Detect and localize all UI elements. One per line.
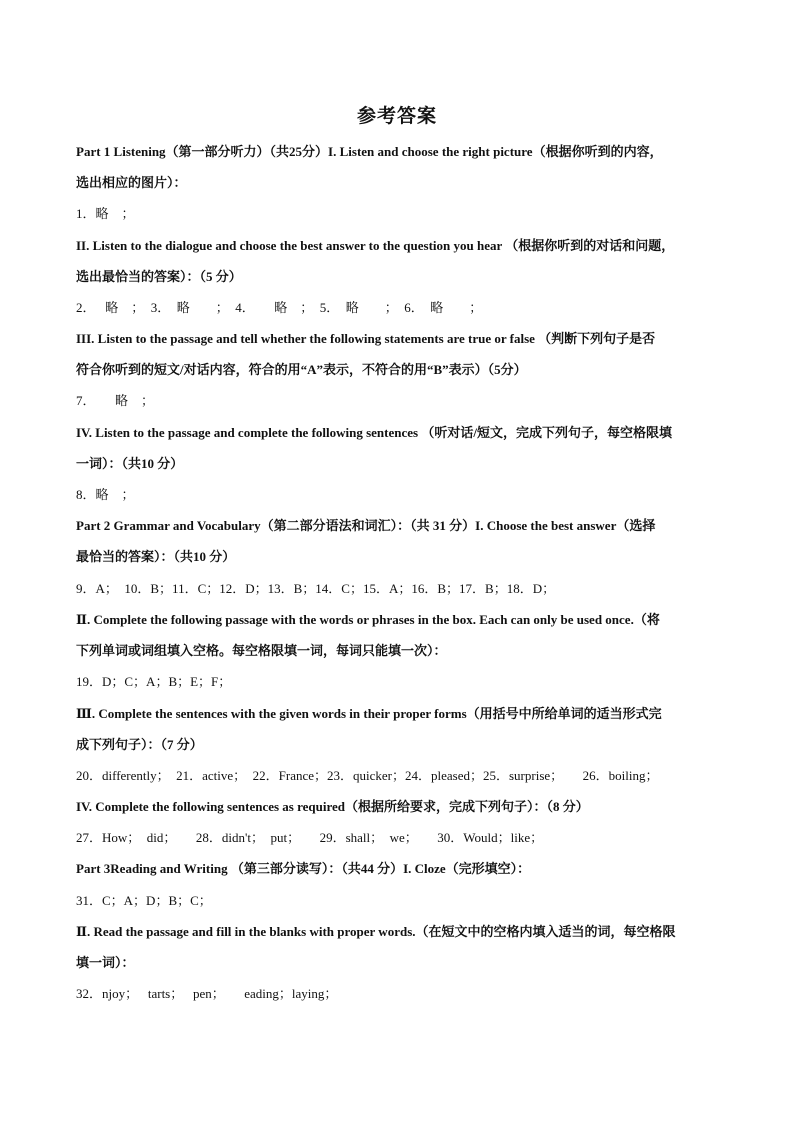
- section-iii-heading: III. Listen to the passage and tell whether the following statements are true or false （判断下列句子是否: [76, 331, 656, 346]
- section-iii-heading-cont: 符合你听到的短文/对话内容，符合的用“A”表示，不符合的用“B”表示）（5分）: [76, 362, 527, 377]
- answer-line-2-6: 2． 略 ； 3． 略 ； 4． 略 ； 5． 略 ； 6． 略 ；: [76, 300, 483, 315]
- part2-section-ii-heading: Ⅱ. Complete the following passage with the words or phrases in the box. Each can only be used once.（将: [76, 612, 660, 627]
- part3-section-ii-heading: Ⅱ. Read the passage and fill in the blanks with proper words.（在短文中的空格内填入适当的词，每空格限: [76, 924, 676, 939]
- part3-heading: Part 3Reading and Writing （第三部分读写）：（共44 分）I. Cloze（完形填空）：: [76, 861, 531, 876]
- part2-section-iii-heading-cont: 成下列句子）：（7 分）: [76, 737, 203, 752]
- part2-section-iii-heading: Ⅲ. Complete the sentences with the given words in their proper forms（用括号中所给单词的适当形式完: [76, 706, 662, 721]
- section-iv-heading: IV. Listen to the passage and complete the following sentences （听对话/短文，完成下列句子，每空格限填: [76, 425, 672, 440]
- answer-line-19: 19．D；C；A；B；E；F；: [76, 674, 232, 689]
- answer-line-7: 7． 略 ；: [76, 393, 155, 408]
- page-title: 参考答案: [356, 105, 437, 127]
- answer-line-9-18: 9．A； 10．B；11．C；12．D；13．B；14．C；15．A；16．B；17．B；18．D；: [76, 581, 556, 596]
- section-iv-heading-cont: 一词）：（共10 分）: [76, 456, 184, 471]
- part3-section-ii-heading-cont: 填一词）：: [76, 955, 135, 970]
- section-ii-heading-cont: 选出最恰当的答案）：（5 分）: [76, 269, 242, 284]
- part1-heading-cont: 选出相应的图片）：: [76, 175, 187, 190]
- answer-line-20-26: 20．differently； 21．active； 22．France；23．quicker；24．pleased；25．surprise； 26．boiling；: [76, 768, 659, 783]
- part2-heading-cont: 最恰当的答案）：（共10 分）: [76, 549, 236, 564]
- part2-heading: Part 2 Grammar and Vocabulary（第二部分语法和词汇）：（共 31 分）I. Choose the best answer（选择: [76, 518, 656, 533]
- answer-line-32: 32．njoy； tarts； pen； eading；laying；: [76, 986, 338, 1001]
- part2-section-iv-heading: IV. Complete the following sentences as required（根据所给要求，完成下列句子）：（8 分）: [76, 799, 589, 814]
- answer-line-27-30: 27．How； did； 28．didn't； put； 29．shall； we； 30．Would；like；: [76, 830, 544, 845]
- answer-line-1: 1．略 ；: [76, 206, 135, 221]
- part2-section-ii-heading-cont: 下列单词或词组填入空格。每空格限填一词，每词只能填一次）：: [76, 643, 447, 658]
- answer-line-8: 8．略 ；: [76, 487, 135, 502]
- section-ii-heading: II. Listen to the dialogue and choose the best answer to the question you hear （根据你听到的对话和问题，: [76, 238, 675, 253]
- part1-heading: Part 1 Listening（第一部分听力）（共25分）I. Listen and choose the right picture（根据你听到的内容，: [76, 144, 663, 159]
- answer-line-31: 31．C；A；D；B；C；: [76, 893, 212, 908]
